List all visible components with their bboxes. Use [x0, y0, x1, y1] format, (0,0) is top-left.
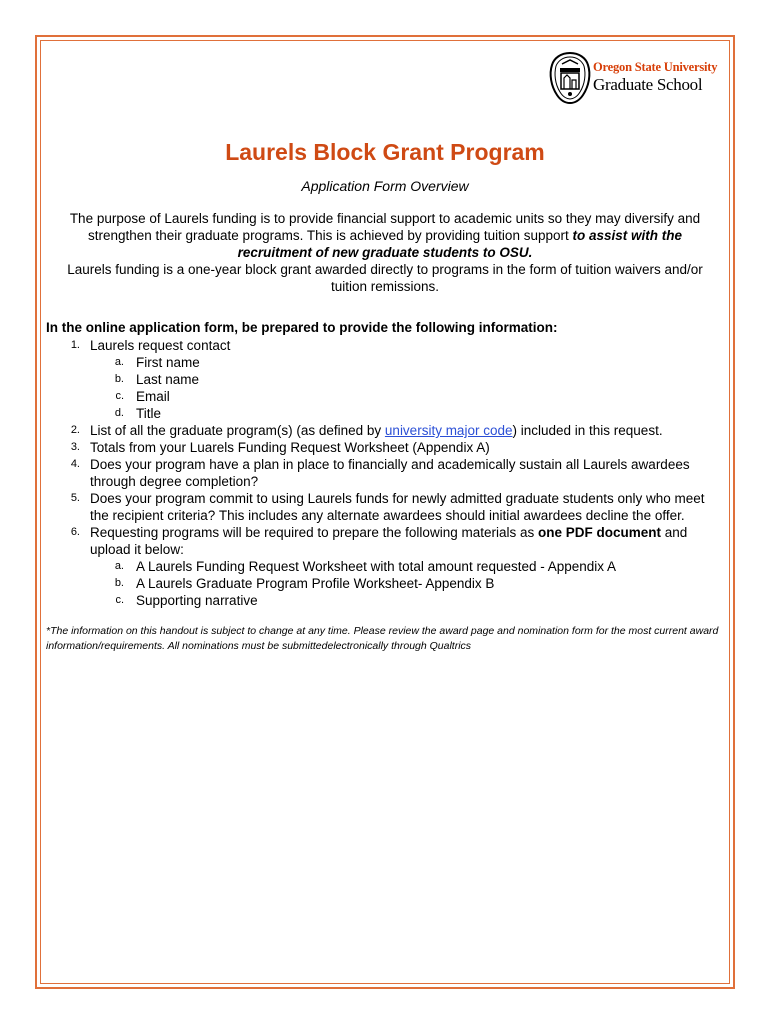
- university-name: Oregon State University: [593, 60, 718, 74]
- intro-purpose-text: The purpose of Laurels funding is to provide financial support to academic units so they may diversify and strengthen their graduate programs. This is achieved by providing tuition support: [69, 211, 701, 243]
- footnote: *The information on this handout is subject to change at any time. Please review the award page and nomination form for the most current award information/requirements. All nominations must be submittedelectronically through Qualtrics: [46, 625, 719, 652]
- intro-section: [52, 210, 718, 295]
- sub-list-item-text: First name: [136, 355, 200, 370]
- intro-grant-text: Laurels funding is a one-year block grant awarded directly to programs in the form of tuition waivers and/or tuition remissions.: [67, 262, 703, 294]
- sub-list-item: [46, 592, 726, 609]
- list-item: [46, 456, 726, 490]
- sub-list-letter: c.: [115, 390, 124, 402]
- list-number: 4.: [70, 458, 80, 470]
- list-number: 6.: [70, 526, 80, 538]
- osu-graduate-school-logo: [548, 52, 728, 104]
- intro-purpose-emphasis: to assist with the recruitment of new graduate students to OSU.: [237, 228, 683, 260]
- list-item-text: List of all the graduate program(s) (as defined by: [90, 423, 382, 438]
- sub-list-item-text: Title: [136, 406, 162, 421]
- sub-list-letter: a.: [114, 356, 124, 368]
- university-major-code-link[interactable]: university major code: [384, 423, 513, 438]
- sub-list-item-text: Email: [136, 389, 170, 404]
- sub-list-item: [46, 354, 726, 371]
- sub-list-letter: b.: [114, 577, 124, 589]
- page-subtitle: Application Form Overview: [301, 178, 469, 194]
- page-title: Laurels Block Grant Program: [225, 139, 545, 165]
- list-item-text: Laurels request contact: [90, 338, 231, 353]
- list-number: 5.: [70, 492, 80, 504]
- osu-seal-icon: [548, 52, 592, 104]
- requirements-heading: In the online application form, be prepared to provide the following information:: [46, 320, 558, 335]
- sub-list-item: [46, 388, 726, 405]
- sub-list-item-text: A Laurels Funding Request Worksheet with total amount requested - Appendix A: [136, 559, 617, 574]
- sub-list-letter: b.: [114, 373, 124, 385]
- sub-list-item: [46, 575, 726, 592]
- sub-list-item: [46, 558, 726, 575]
- list-item-text: ) included in this request.: [512, 423, 663, 438]
- list-item-text: Totals from your Luarels Funding Request Worksheet (Appendix A): [90, 440, 490, 455]
- sub-list-item: [46, 405, 726, 422]
- list-item-text: Does your program have a plan in place to financially and academically sustain all Laurels awardees through degree completion?: [90, 457, 690, 489]
- graduate-school-name: Graduate School: [593, 75, 703, 94]
- list-item-emphasis: one PDF document: [538, 525, 662, 540]
- sub-list-letter: d.: [114, 407, 124, 419]
- list-item-text: and upload it below:: [90, 525, 688, 557]
- sub-list-item-text: Supporting narrative: [136, 593, 258, 608]
- list-item: [46, 337, 726, 354]
- sub-list-item-text: A Laurels Graduate Program Profile Worksheet- Appendix B: [136, 576, 495, 591]
- list-item-text: Does your program commit to using Laurels funds for newly admitted graduate students only who meet the recipient criteria? This includes any alternate awardees should initial awardees decline the offer.: [90, 491, 705, 523]
- list-item: [46, 439, 726, 456]
- list-number: 1.: [70, 339, 80, 351]
- list-item: [46, 422, 726, 439]
- requirements-list: [46, 337, 726, 609]
- list-number: 2.: [70, 424, 80, 436]
- list-number: 3.: [70, 441, 80, 453]
- list-item: [46, 490, 726, 524]
- sub-list-item: [46, 371, 726, 388]
- list-item: [46, 524, 726, 558]
- sub-list-letter: c.: [115, 594, 124, 606]
- list-item-text: Requesting programs will be required to prepare the following materials as: [90, 525, 535, 540]
- sub-list-item-text: Last name: [136, 372, 200, 387]
- sub-list-letter: a.: [114, 560, 124, 572]
